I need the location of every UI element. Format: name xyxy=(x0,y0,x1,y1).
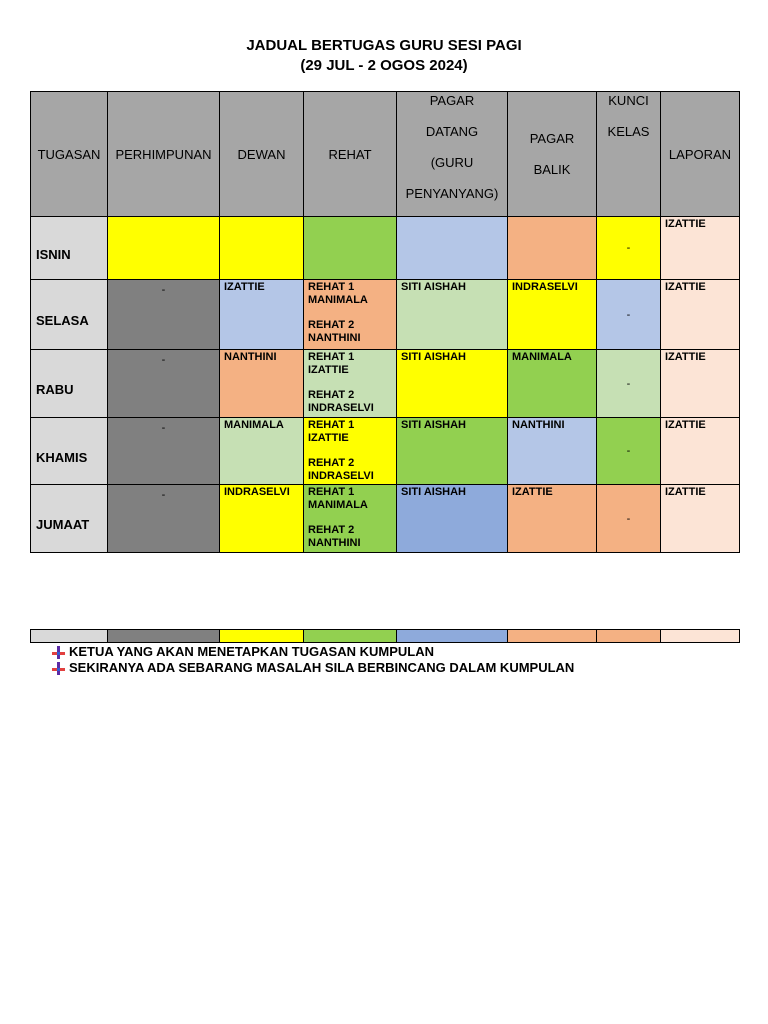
pagar-datang-value: SITI AISHAH xyxy=(401,486,466,498)
dewan-cell xyxy=(220,350,304,418)
dewan-value: MANIMALA xyxy=(224,419,284,431)
header-laporan: LAPORAN xyxy=(661,92,740,217)
spacer xyxy=(308,377,392,389)
legend-swatch xyxy=(661,630,740,643)
legend-swatch xyxy=(304,630,397,643)
rehat-cell xyxy=(304,350,397,418)
header-kunci-kelas: KUNCI KELAS xyxy=(597,92,661,217)
pagar-balik-value: IZATTIE xyxy=(512,486,553,498)
pagar-datang-value: SITI AISHAH xyxy=(401,281,466,293)
rehat2-name: NANTHINI xyxy=(308,537,361,549)
table-row xyxy=(31,485,740,553)
laporan-cell xyxy=(661,350,740,418)
header-rehat: REHAT xyxy=(304,92,397,217)
rehat1-label: REHAT 1 xyxy=(308,486,355,498)
kunci-kelas-value: - xyxy=(626,242,631,254)
day-cell xyxy=(31,280,108,350)
laporan-value: IZATTIE xyxy=(665,218,706,230)
rehat-cell xyxy=(304,217,397,280)
pagar-balik-value: NANTHINI xyxy=(512,419,565,431)
pagar-datang-cell xyxy=(397,485,508,553)
laporan-value: IZATTIE xyxy=(665,281,706,293)
legend-swatch xyxy=(597,630,661,643)
pagar-balik-cell xyxy=(508,280,597,350)
kunci-kelas-value: - xyxy=(626,308,631,321)
rehat2-label: REHAT 2 xyxy=(308,457,355,469)
legend-swatch xyxy=(220,630,304,643)
header-pagar-datang: PAGAR DATANG (GURU PENYANYANG) xyxy=(397,92,508,217)
pagar-balik-cell xyxy=(508,485,597,553)
day-cell xyxy=(31,350,108,418)
dewan-cell xyxy=(220,217,304,280)
pagar-datang-value: SITI AISHAH xyxy=(401,351,466,363)
page-subtitle-date-range: (29 JUL - 2 OGOS 2024) xyxy=(300,57,468,74)
kunci-kelas-value: - xyxy=(626,377,631,390)
note-item: SEKIRANYA ADA SEBARANG MASALAH SILA BERBINCANG DALAM KUMPULAN xyxy=(52,660,574,676)
dewan-cell xyxy=(220,280,304,350)
day-cell xyxy=(31,418,108,485)
perhimpunan-value: - xyxy=(161,422,166,434)
pin-icon xyxy=(52,646,65,659)
rehat2-label: REHAT 2 xyxy=(308,389,355,401)
dewan-cell xyxy=(220,485,304,553)
laporan-cell xyxy=(661,280,740,350)
rehat-cell xyxy=(304,485,397,553)
legend-swatch xyxy=(108,630,220,643)
table-row xyxy=(31,350,740,418)
perhimpunan-cell xyxy=(108,485,220,553)
rehat-cell xyxy=(304,280,397,350)
pagar-balik-cell xyxy=(508,418,597,485)
day-label: ISNIN xyxy=(36,246,71,262)
pagar-datang-cell xyxy=(397,280,508,350)
note-item: KETUA YANG AKAN MENETAPKAN TUGASAN KUMPULAN xyxy=(52,644,434,660)
color-legend-strip xyxy=(30,629,740,643)
pagar-datang-cell xyxy=(397,418,508,485)
perhimpunan-value: - xyxy=(161,354,166,366)
laporan-value: IZATTIE xyxy=(665,419,706,431)
pagar-datang-cell xyxy=(397,217,508,280)
day-label: KHAMIS xyxy=(36,449,88,465)
spacer xyxy=(308,512,392,524)
pagar-datang-cell xyxy=(397,350,508,418)
pagar-balik-value: INDRASELVI xyxy=(512,281,578,293)
rehat1-label: REHAT 1 xyxy=(308,419,355,431)
duty-schedule-table xyxy=(30,91,740,553)
laporan-value: IZATTIE xyxy=(665,351,706,363)
perhimpunan-value: - xyxy=(161,489,166,501)
table-row xyxy=(31,418,740,485)
dewan-value: NANTHINI xyxy=(224,351,277,363)
spacer xyxy=(308,445,392,457)
day-label: JUMAAT xyxy=(36,517,90,532)
day-label: RABU xyxy=(36,382,74,397)
laporan-cell xyxy=(661,485,740,553)
laporan-value: IZATTIE xyxy=(665,486,706,498)
rehat1-name: MANIMALA xyxy=(308,499,368,511)
day-cell xyxy=(31,217,108,280)
dewan-cell xyxy=(220,418,304,485)
kunci-kelas-cell xyxy=(597,280,661,350)
dewan-value: IZATTIE xyxy=(224,281,265,293)
pagar-balik-cell xyxy=(508,350,597,418)
page-title: JADUAL BERTUGAS GURU SESI PAGI xyxy=(246,37,522,54)
rehat1-name: MANIMALA xyxy=(308,294,368,306)
pagar-balik-cell xyxy=(508,217,597,280)
rehat1-label: REHAT 1 xyxy=(308,281,355,293)
rehat2-label: REHAT 2 xyxy=(308,524,355,536)
rehat2-name: NANTHINI xyxy=(308,332,361,344)
day-label: SELASA xyxy=(36,313,89,328)
legend-swatch xyxy=(397,630,508,643)
pin-icon xyxy=(52,662,65,675)
kunci-kelas-value: - xyxy=(626,445,631,457)
header-row xyxy=(31,92,740,217)
header-tugasan: TUGASAN xyxy=(31,92,108,217)
kunci-kelas-cell xyxy=(597,418,661,485)
rehat1-label: REHAT 1 xyxy=(308,351,355,363)
day-cell xyxy=(31,485,108,553)
laporan-cell xyxy=(661,217,740,280)
dewan-value: INDRASELVI xyxy=(224,486,290,498)
rehat2-name: INDRASELVI xyxy=(308,402,374,414)
pagar-datang-value: SITI AISHAH xyxy=(401,419,466,431)
legend-swatch xyxy=(508,630,597,643)
table-row xyxy=(31,217,740,280)
rehat2-label: REHAT 2 xyxy=(308,319,355,331)
perhimpunan-cell xyxy=(108,418,220,485)
legend-swatch xyxy=(31,630,108,643)
kunci-kelas-cell xyxy=(597,217,661,280)
pagar-balik-value: MANIMALA xyxy=(512,351,572,363)
rehat-cell xyxy=(304,418,397,485)
rehat1-name: IZATTIE xyxy=(308,432,349,444)
kunci-kelas-value: - xyxy=(626,512,631,525)
kunci-kelas-cell xyxy=(597,485,661,553)
header-dewan: DEWAN xyxy=(220,92,304,217)
table-row xyxy=(31,280,740,350)
spacer xyxy=(308,307,392,319)
header-perhimpunan: PERHIMPUNAN xyxy=(108,92,220,217)
laporan-cell xyxy=(661,418,740,485)
perhimpunan-cell xyxy=(108,350,220,418)
kunci-kelas-cell xyxy=(597,350,661,418)
rehat2-name: INDRASELVI xyxy=(308,470,374,482)
perhimpunan-cell xyxy=(108,280,220,350)
header-pagar-balik: PAGAR BALIK xyxy=(508,92,597,217)
rehat1-name: IZATTIE xyxy=(308,364,349,376)
perhimpunan-cell xyxy=(108,217,220,280)
perhimpunan-value: - xyxy=(161,284,166,296)
